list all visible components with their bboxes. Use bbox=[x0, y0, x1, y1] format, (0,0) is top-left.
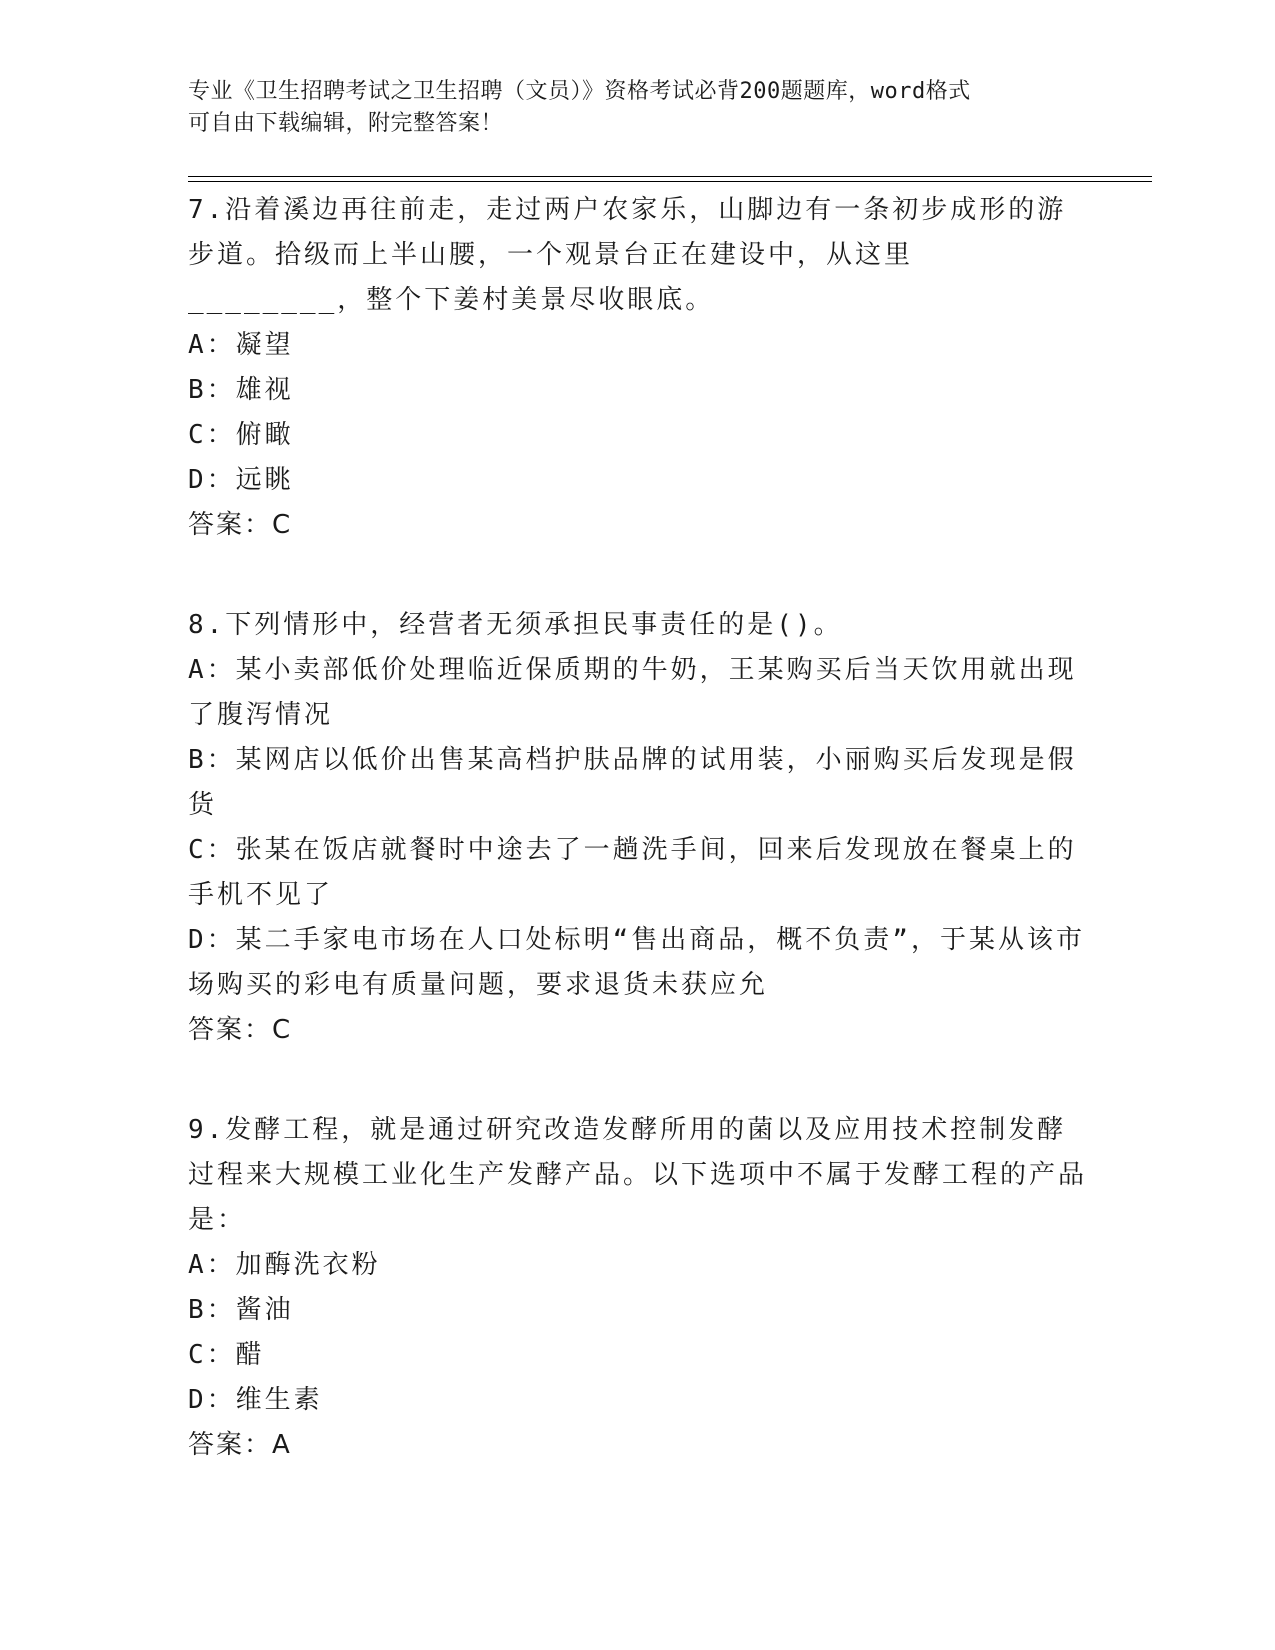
question-spacer bbox=[188, 1053, 1088, 1108]
question-8 bbox=[188, 603, 1088, 1053]
header-divider-top bbox=[188, 176, 1152, 177]
header-line-1: 专业《卫生招聘考试之卫生招聘（文员）》资格考试必背200题题库，word格式 bbox=[188, 79, 971, 104]
option-a: A：加酶洗衣粉 bbox=[188, 1250, 381, 1280]
question-spacer bbox=[188, 548, 1088, 603]
option-d: D：远眺 bbox=[188, 465, 294, 495]
question-text: 9.发酵工程，就是通过研究改造发酵所用的菌以及应用技术控制发酵过程来大规模工业化生产发酵产品。以下选项中不属于发酵工程的产品是： bbox=[188, 1115, 1088, 1235]
option-d: D：某二手家电市场在人口处标明“售出商品，概不负责”，于某从该市场购买的彩电有质量问题，要求退货未获应允 bbox=[188, 925, 1085, 1000]
question-7 bbox=[188, 188, 1088, 548]
question-9 bbox=[188, 1108, 1088, 1468]
option-c: C：张某在饭店就餐时中途去了一趟洗手间，回来后发现放在餐桌上的手机不见了 bbox=[188, 835, 1077, 910]
option-c: C：俯瞰 bbox=[188, 420, 294, 450]
option-b: B：某网店以低价出售某高档护肤品牌的试用装，小丽购买后发现是假货 bbox=[188, 745, 1077, 820]
question-list bbox=[188, 188, 1088, 1468]
option-b: B：雄视 bbox=[188, 375, 294, 405]
option-a: A：凝望 bbox=[188, 330, 294, 360]
answer: 答案：A bbox=[188, 1430, 292, 1460]
header-line-2: 可自由下载编辑，附完整答案！ bbox=[188, 111, 504, 136]
option-b: B：酱油 bbox=[188, 1295, 294, 1325]
header-divider-bottom bbox=[188, 181, 1152, 182]
question-text: 7.沿着溪边再往前走，走过两户农家乐，山脚边有一条初步成形的游步道。拾级而上半山腰，一个观景台正在建设中，从这里________，整个下姜村美景尽收眼底。 bbox=[188, 195, 1067, 315]
answer: 答案：C bbox=[188, 510, 293, 540]
question-text: 8.下列情形中，经营者无须承担民事责任的是()。 bbox=[188, 610, 843, 640]
document-header bbox=[188, 76, 1068, 140]
option-d: D：维生素 bbox=[188, 1385, 323, 1415]
option-a: A：某小卖部低价处理临近保质期的牛奶，王某购买后当天饮用就出现了腹泻情况 bbox=[188, 655, 1077, 730]
answer: 答案：C bbox=[188, 1015, 293, 1045]
option-c: C：醋 bbox=[188, 1340, 265, 1370]
